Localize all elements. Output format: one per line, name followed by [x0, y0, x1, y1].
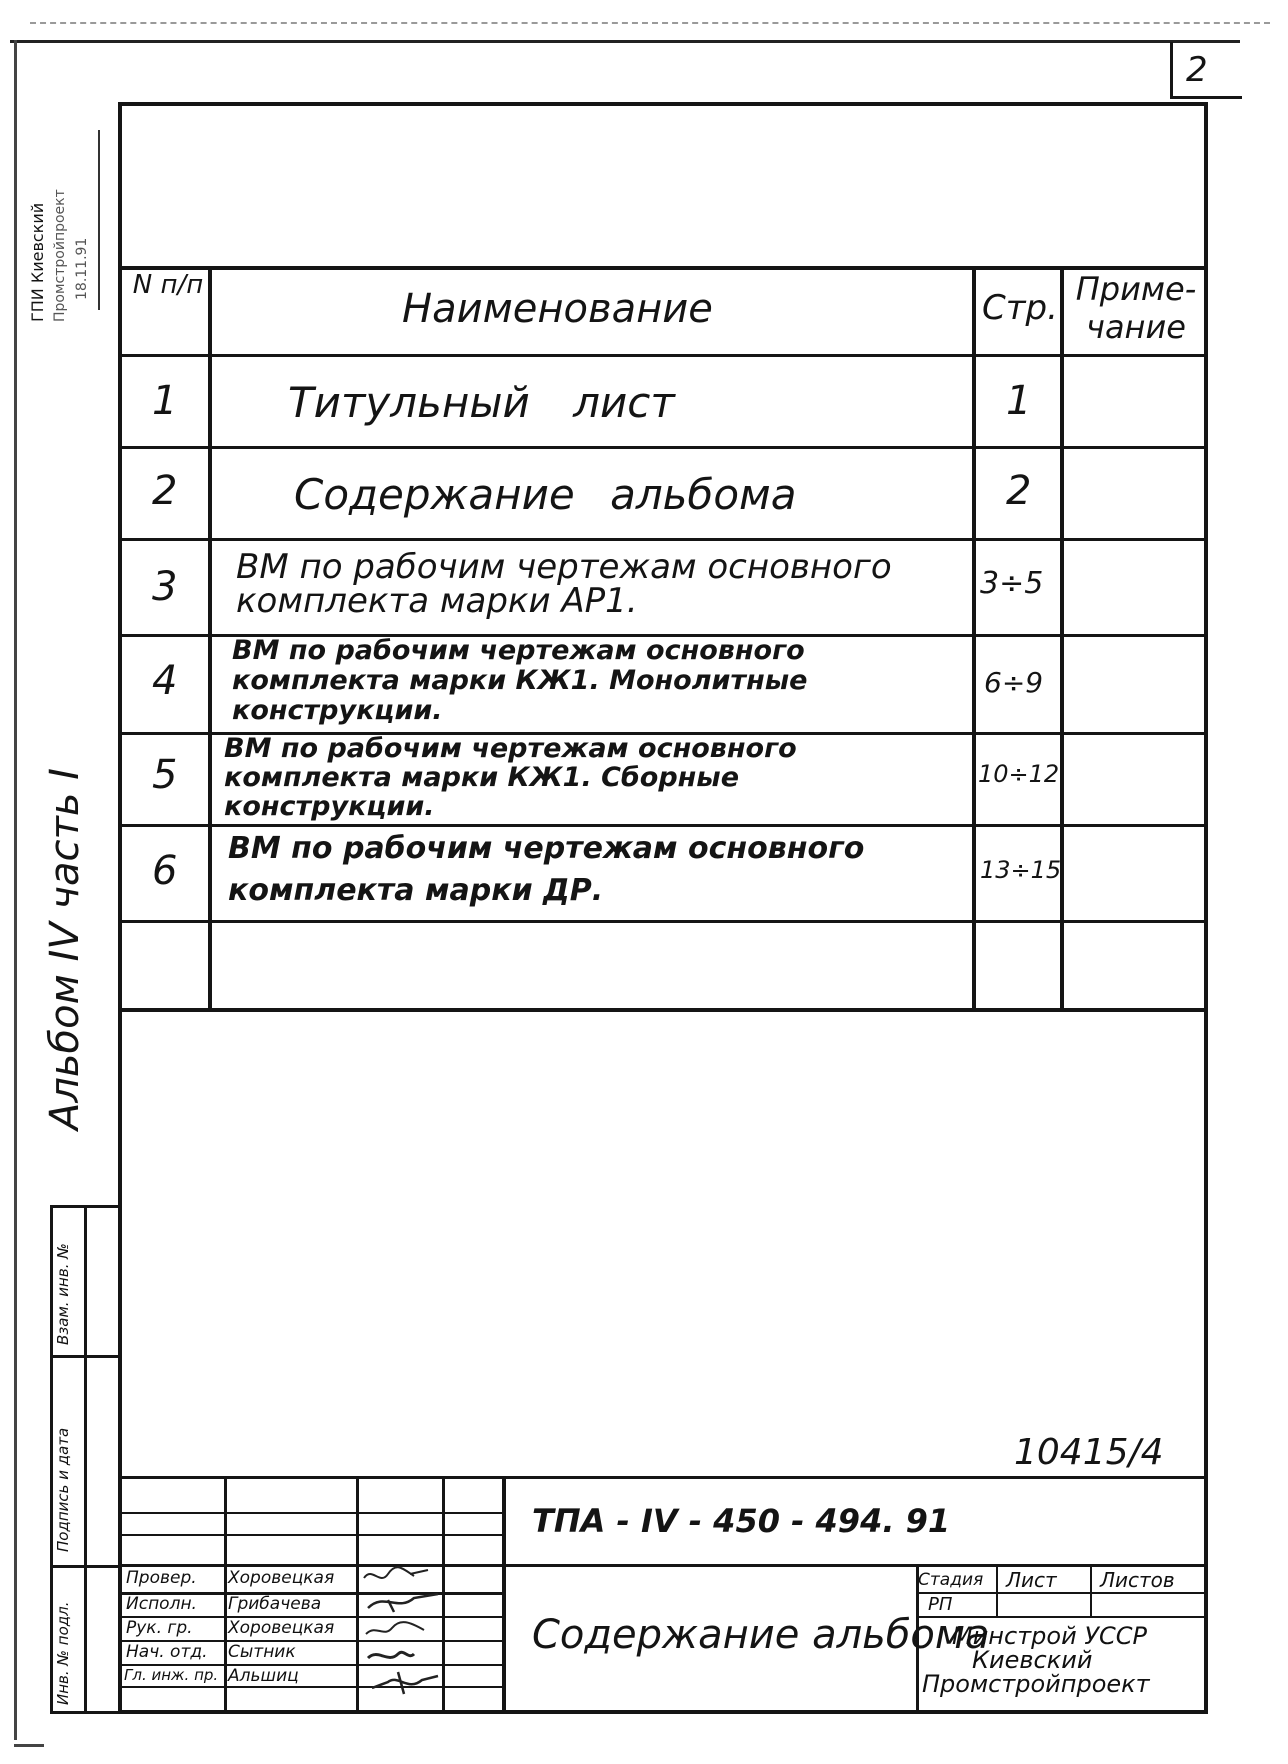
table-row6-bottom [122, 920, 1206, 923]
left-stamp-line2: Промстройпроект [52, 189, 68, 322]
row5-name: ВМ по рабочим чертежам основного комплекта марки КЖ1. Сборные конструкции. [224, 733, 797, 822]
left-stamp-line1: ГПИ Киевский [28, 202, 47, 322]
row2-page: 2 [1006, 468, 1032, 514]
left-stamp-underline [98, 130, 100, 310]
inventory-number: 10415/4 [1014, 1432, 1164, 1473]
role-1-name: Хоровецкая [228, 1568, 335, 1588]
row3-page: 3÷5 [980, 566, 1044, 601]
role-5: Гл. инж. пр. [124, 1666, 219, 1684]
side-box-replace: Взам. инв. № [54, 1243, 72, 1345]
row4-page: 6÷9 [984, 666, 1044, 699]
side-box-inv: Инв. № подл. [54, 1601, 72, 1705]
stage-value: РП [928, 1594, 953, 1615]
row4-name: ВМ по рабочим чертежам основного комплекта марки КЖ1. Монолитные конструкции. [232, 635, 808, 726]
role-1: Провер. [126, 1568, 197, 1588]
row1-num: 1 [152, 378, 178, 424]
row2-num: 2 [152, 468, 178, 514]
row6-name: ВМ по рабочим чертежам основного комплекта марки ДР. [228, 831, 865, 908]
role-3: Рук. гр. [126, 1618, 193, 1638]
org-line1: Минстрой УССР [952, 1622, 1147, 1650]
row1-page: 1 [1006, 378, 1032, 424]
row5-num: 5 [152, 752, 178, 798]
role-3-name: Хоровецкая [228, 1618, 335, 1638]
left-stamp-line3: 18.11.91 [74, 237, 90, 300]
doc-code: ТПА - IV - 450 - 494. 91 [532, 1502, 951, 1540]
table-header-bottom [122, 354, 1206, 357]
top-scan-marks [30, 22, 1270, 26]
table-row5-bottom [122, 824, 1206, 827]
stage-label: Стадия [918, 1570, 984, 1590]
bottom-scan-line [14, 1744, 44, 1747]
sheet-number-box-left [1170, 42, 1173, 98]
tb-code-divider [502, 1564, 1206, 1567]
side-boxes-mid-vertical [84, 1205, 87, 1714]
header-page: Стр. [982, 288, 1058, 328]
sheets-label: Листов [1100, 1568, 1175, 1592]
row6-page: 13÷15 [980, 856, 1062, 884]
tb-grid-v1 [224, 1476, 227, 1710]
row1-name: Титульный лист [288, 378, 675, 427]
top-border-line [10, 40, 1240, 43]
side-boxes-divider-2 [50, 1565, 120, 1568]
row5-page: 10÷12 [978, 760, 1060, 788]
album-label: Альбом IV часть I [42, 768, 88, 1130]
left-margin-line [14, 40, 17, 1740]
table-col-name-divider [972, 266, 976, 1012]
row4-num: 4 [152, 658, 178, 704]
table-col-page-divider [1060, 266, 1064, 1012]
tb-stage-v2 [1090, 1564, 1092, 1618]
sheet-label: Лист [1006, 1568, 1057, 1592]
role-2: Исполн. [126, 1594, 197, 1614]
tb-stage-v1 [996, 1564, 998, 1618]
title-block [122, 1476, 1206, 1710]
signatures [358, 1564, 502, 1710]
role-4-name: Сытник [228, 1642, 296, 1662]
header-num: N п/п [132, 270, 204, 300]
role-5-name: Альшиц [228, 1666, 299, 1686]
role-2-name: Грибачева [228, 1594, 322, 1614]
tb-top [122, 1476, 1206, 1479]
org-line2: Киевский [972, 1646, 1093, 1674]
table-row1-bottom [122, 446, 1206, 449]
row2-name: Содержание альбома [294, 470, 797, 519]
tb-grid-v4 [502, 1476, 506, 1710]
row3-num: 3 [152, 564, 178, 610]
tb-stage-row [916, 1592, 1206, 1594]
header-name: Наименование [402, 286, 713, 332]
header-note: Приме-чание [1075, 270, 1197, 346]
table-row2-bottom [122, 538, 1206, 541]
tb-grid-h2 [122, 1534, 504, 1536]
row6-num: 6 [152, 848, 178, 894]
role-4: Нач. отд. [126, 1642, 208, 1662]
table-bottom-line [122, 1008, 1206, 1012]
sheet-number-box-bottom [1170, 96, 1242, 99]
doc-title: Содержание альбома [532, 1612, 990, 1658]
side-box-sign: Подпись и дата [54, 1427, 72, 1552]
table-col-num-divider [208, 266, 212, 1012]
side-boxes-divider-1 [50, 1355, 120, 1358]
row3-name: ВМ по рабочим чертежам основного комплекта марки АР1. [236, 547, 892, 621]
sheet-number: 2 [1186, 50, 1208, 90]
table-top-line [122, 266, 1206, 270]
contents-table [122, 266, 1206, 1012]
org-line3: Промстройпроект [922, 1670, 1150, 1698]
tb-grid-h1 [122, 1512, 504, 1514]
